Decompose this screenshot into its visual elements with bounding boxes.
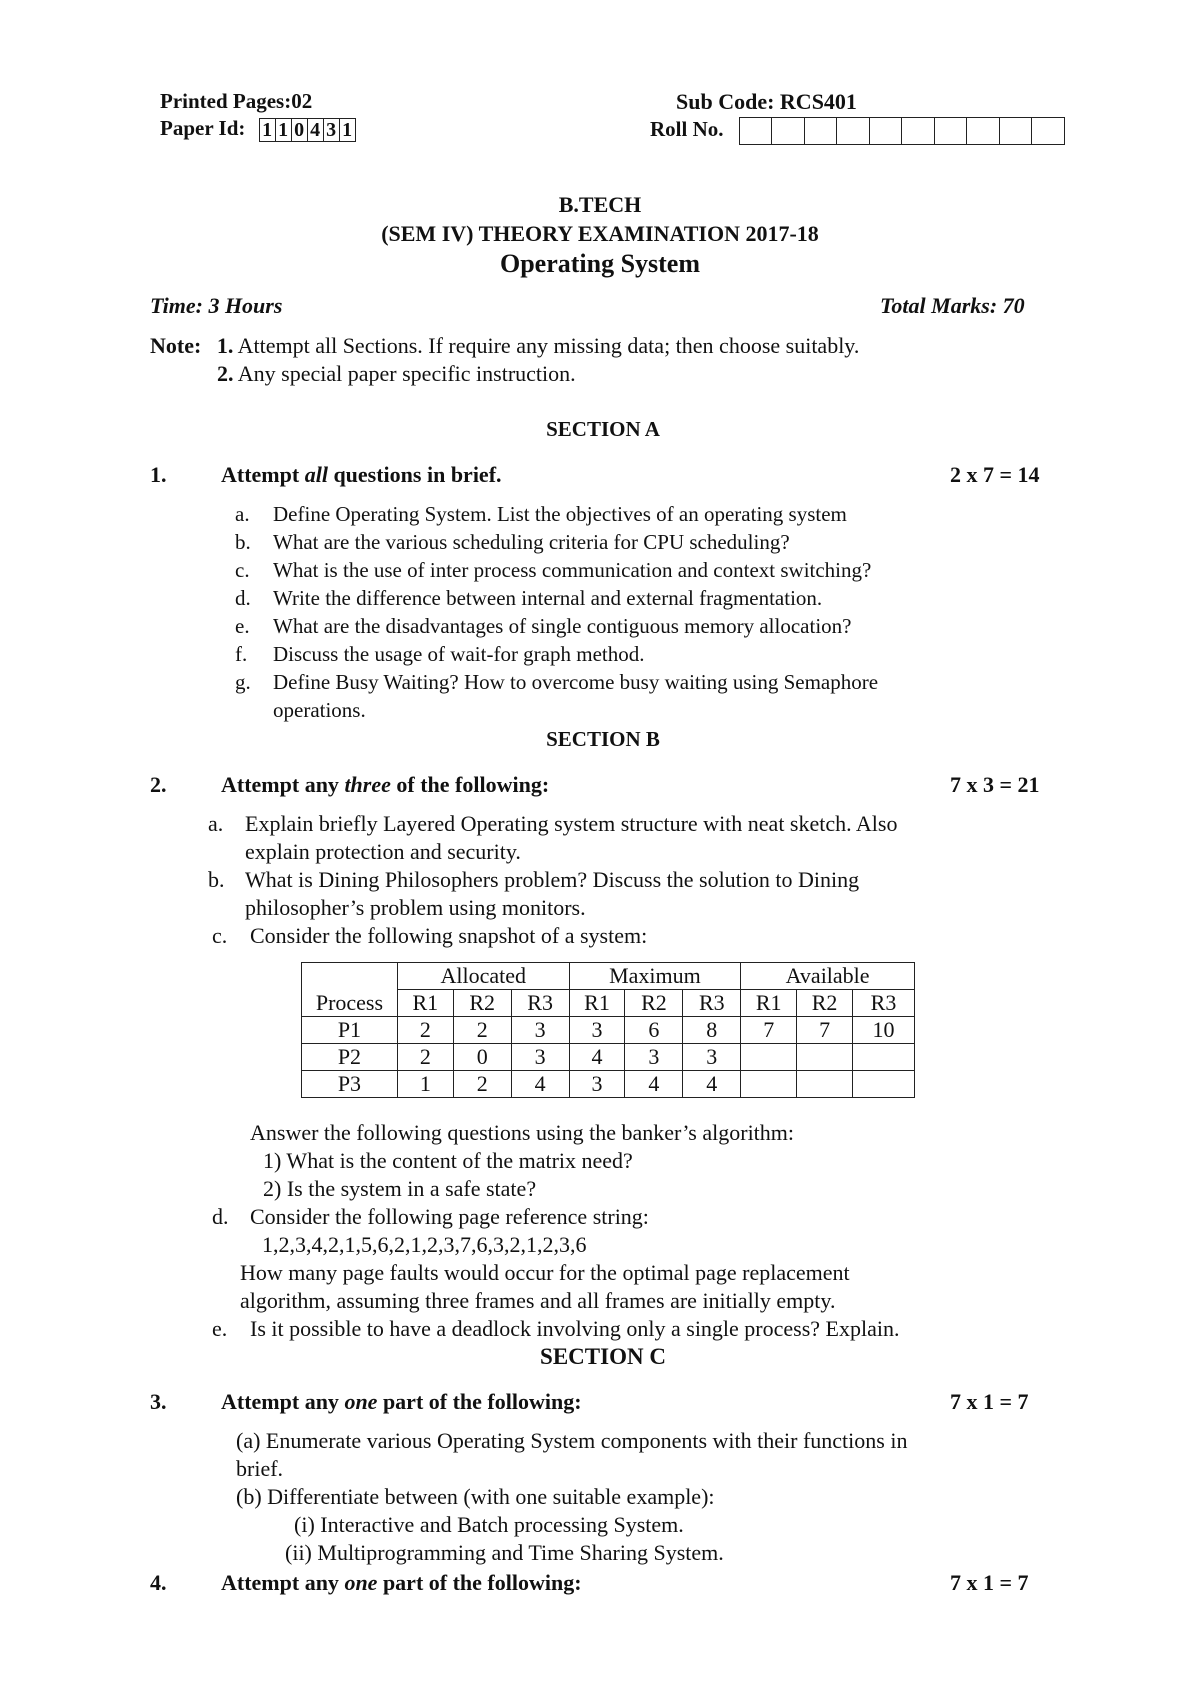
paper-id-digit: 1: [262, 119, 273, 142]
table-cell: [741, 1071, 797, 1098]
paper-id: [160, 116, 356, 142]
resource-header: R3: [683, 990, 741, 1017]
group-maximum: Maximum: [569, 963, 741, 990]
paper-id-digit: 3: [323, 119, 339, 141]
roll-no: [650, 117, 1065, 145]
table-row: [302, 1017, 915, 1044]
q2d-line-1: Consider the following page reference string:: [250, 1204, 649, 1229]
q2c-sub-2: 2) Is the system in a safe state?: [263, 1176, 537, 1201]
table-cell: [797, 1044, 853, 1071]
q2-em: three: [344, 772, 391, 797]
table-row: [302, 1044, 915, 1071]
resource-header: R3: [853, 990, 915, 1017]
list-item-continued: operations.: [273, 698, 366, 722]
section-c-heading: SECTION C: [540, 1344, 666, 1369]
q2-post: of the following:: [390, 772, 550, 797]
list-item: b. What are the various scheduling criteria for CPU scheduling?: [235, 530, 790, 554]
printed-pages: Printed Pages:02: [160, 89, 313, 113]
roll-no-label: Roll No.: [650, 117, 724, 141]
note-line-1: [150, 333, 859, 359]
section-a-heading: SECTION A: [546, 417, 660, 441]
snapshot-table: [301, 962, 915, 1098]
q4-em: one: [344, 1570, 378, 1595]
sub-code: Sub Code: RCS401: [676, 89, 857, 114]
table-cell: 6: [625, 1017, 683, 1044]
list-item: c. What is the use of inter process communication and context switching?: [235, 558, 872, 582]
table-corner: [302, 963, 398, 990]
note-num: 2.: [217, 361, 234, 386]
q1-post: questions in brief.: [327, 462, 502, 487]
resource-header: R1: [741, 990, 797, 1017]
q2c-sub-1: 1) What is the content of the matrix need?: [263, 1148, 633, 1173]
q1-em: all: [304, 462, 328, 487]
q2c-after: Answer the following questions using the banker’s algorithm:: [250, 1120, 795, 1145]
q3a-line-1: (a) Enumerate various Operating System components with their functions in: [236, 1428, 908, 1453]
resource-header: R2: [625, 990, 683, 1017]
total-marks: Total Marks: 70: [880, 293, 1025, 318]
table-cell: 4: [625, 1071, 683, 1098]
resource-header: R2: [797, 990, 853, 1017]
q3-number: 3.: [150, 1389, 167, 1414]
table-cell: 10: [853, 1017, 915, 1044]
resource-header: R1: [569, 990, 625, 1017]
table-cell: 3: [569, 1017, 625, 1044]
table-cell: 3: [511, 1017, 569, 1044]
table-cell: 4: [683, 1071, 741, 1098]
q2e-line-1: Is it possible to have a deadlock involving only a single process? Explain.: [250, 1316, 900, 1341]
q2d-reference-string: 1,2,3,4,2,1,5,6,2,1,2,3,7,6,3,2,1,2,3,6: [262, 1232, 587, 1257]
q3b-sub-1: (i) Interactive and Batch processing System.: [294, 1512, 684, 1537]
q2a-letter: a.: [208, 811, 224, 836]
q2d-line-4: algorithm, assuming three frames and all frames are initially empty.: [240, 1288, 836, 1313]
q2b-line-2: philosopher’s problem using monitors.: [245, 895, 586, 920]
q4-post: part of the following:: [377, 1570, 582, 1595]
q3-em: one: [344, 1389, 378, 1414]
q1-pre: Attempt: [221, 462, 305, 487]
process-cell: P2: [302, 1044, 398, 1071]
q2b-letter: b.: [208, 867, 225, 892]
paper-id-boxes: [259, 118, 356, 142]
table-cell: [797, 1071, 853, 1098]
table-cell: 3: [625, 1044, 683, 1071]
table-cell: 3: [683, 1044, 741, 1071]
table-header-row: [302, 963, 915, 990]
q4-marks: 7 x 1 = 7: [950, 1570, 1029, 1595]
note-text: Attempt all Sections. If require any missing data; then choose suitably.: [237, 333, 860, 358]
table-cell: 2: [453, 1017, 511, 1044]
q3-instruction: [221, 1389, 582, 1415]
q2-pre: Attempt any: [221, 772, 345, 797]
q1-marks: 2 x 7 = 14: [950, 462, 1040, 487]
q3b-sub-2: (ii) Multiprogramming and Time Sharing System.: [285, 1540, 724, 1565]
roll-no-boxes[interactable]: [739, 117, 1065, 145]
list-item: a. Define Operating System. List the objectives of an operating system: [235, 502, 847, 526]
paper-id-digit: 0: [291, 119, 307, 141]
paper-id-digit: 1: [339, 119, 355, 141]
q2-number: 2.: [150, 772, 167, 797]
q3-pre: Attempt any: [221, 1389, 345, 1414]
process-cell: P3: [302, 1071, 398, 1098]
resource-header: R3: [511, 990, 569, 1017]
list-item: e. What are the disadvantages of single contiguous memory allocation?: [235, 614, 852, 638]
section-b-heading: SECTION B: [546, 727, 660, 751]
q2-marks: 7 x 3 = 21: [950, 772, 1040, 797]
table-cell: [853, 1044, 915, 1071]
process-cell: P1: [302, 1017, 398, 1044]
q2d-letter: d.: [212, 1204, 229, 1229]
table-cell: 1: [397, 1071, 453, 1098]
list-item: g. Define Busy Waiting? How to overcome busy waiting using Semaphore: [235, 670, 879, 694]
table-cell: 0: [453, 1044, 511, 1071]
q2b-line-1: What is Dining Philosophers problem? Discuss the solution to Dining: [245, 867, 860, 892]
program-title: B.TECH: [558, 192, 642, 217]
table-row: [302, 1071, 915, 1098]
q2-instruction: [221, 772, 549, 798]
q2e-letter: e.: [212, 1316, 228, 1341]
q1-number: 1.: [150, 462, 167, 487]
note-line-2: [217, 361, 576, 387]
table-cell: 2: [397, 1044, 453, 1071]
table-cell: 3: [511, 1044, 569, 1071]
group-allocated: Allocated: [397, 963, 569, 990]
table-cell: 8: [683, 1017, 741, 1044]
resource-header: R1: [397, 990, 453, 1017]
paper-id-digit: 4: [307, 119, 323, 141]
q2c-line-1: Consider the following snapshot of a system:: [250, 923, 648, 948]
table-cell: 4: [511, 1071, 569, 1098]
table-cell: 2: [453, 1071, 511, 1098]
table-cell: 2: [397, 1017, 453, 1044]
q4-number: 4.: [150, 1570, 167, 1595]
q2a-line-1: Explain briefly Layered Operating system structure with neat sketch. Also: [245, 811, 898, 836]
q2d-line-3: How many page faults would occur for the optimal page replacement: [240, 1260, 850, 1285]
time-label: Time: 3 Hours: [150, 293, 283, 318]
subject-title: Operating System: [499, 249, 701, 278]
table-cell: 7: [797, 1017, 853, 1044]
paper-id-digit: 1: [275, 119, 291, 141]
q4-instruction: [221, 1570, 582, 1596]
q3a-line-2: brief.: [236, 1456, 284, 1481]
paper-id-label: Paper Id:: [160, 116, 246, 140]
group-available: Available: [741, 963, 915, 990]
q2a-line-2: explain protection and security.: [245, 839, 521, 864]
list-item: d. Write the difference between internal and external fragmentation.: [235, 586, 823, 610]
table-cell: 4: [569, 1044, 625, 1071]
exam-title: (SEM IV) THEORY EXAMINATION 2017-18: [381, 221, 819, 246]
table-cell: [853, 1071, 915, 1098]
process-label: Process: [302, 990, 398, 1017]
q3b-line: (b) Differentiate between (with one suitable example):: [236, 1484, 715, 1509]
q2c-letter: c.: [212, 923, 228, 948]
q3-post: part of the following:: [377, 1389, 582, 1414]
table-cell: 7: [741, 1017, 797, 1044]
q4-pre: Attempt any: [221, 1570, 345, 1595]
table-cell: [741, 1044, 797, 1071]
q1-instruction: [221, 462, 502, 488]
table-subheader-row: [302, 990, 915, 1017]
table-cell: 3: [569, 1071, 625, 1098]
note-num: 1.: [216, 333, 234, 358]
list-item: f. Discuss the usage of wait-for graph method.: [235, 642, 645, 666]
q3-marks: 7 x 1 = 7: [950, 1389, 1029, 1414]
resource-header: R2: [453, 990, 511, 1017]
note-text: Any special paper specific instruction.: [237, 361, 576, 386]
note-label: Note:: [150, 333, 202, 358]
